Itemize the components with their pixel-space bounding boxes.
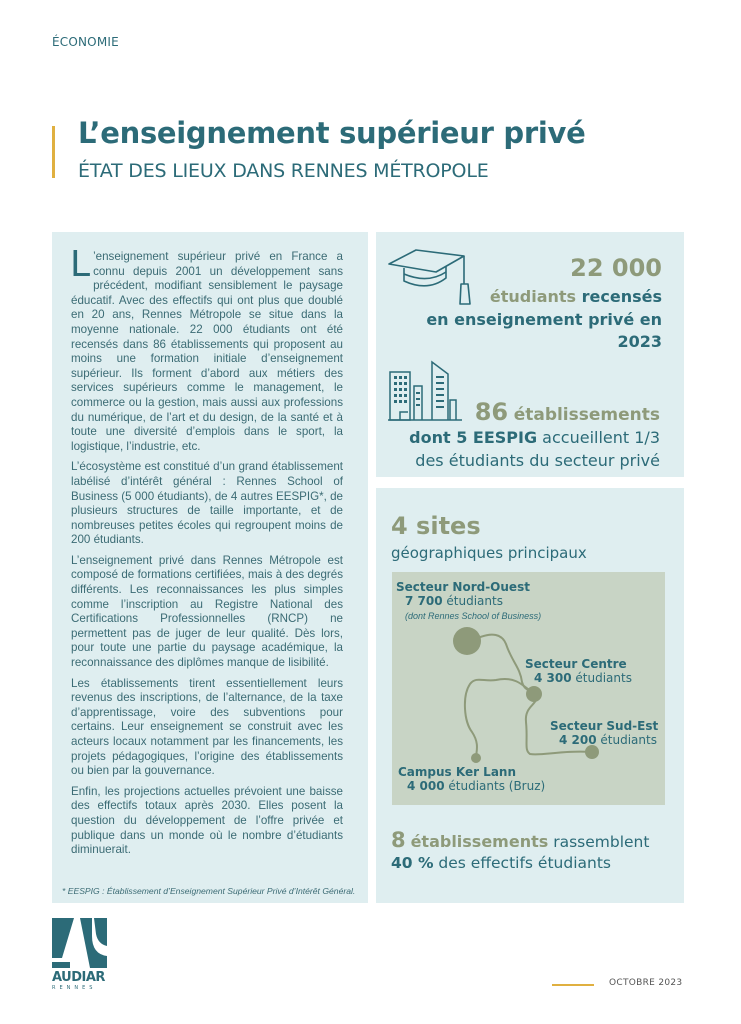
sites-count: 4 sites [391, 512, 481, 540]
site-label-centre: Secteur Centre 4 300 étudiants [525, 657, 632, 685]
site-marker-nord-ouest [453, 627, 481, 655]
concentration-line-2: 40 % des effectifs étudiants [391, 854, 611, 872]
paragraph: Enfin, les projections actuelles prévoient une baisse des effectifs totaux après 2030. Elles posent la question du développement de l’offre privée et publique dans un monde où le nombre d’étudiants diminuerait. [71, 784, 343, 857]
route-centre-kerlann [465, 679, 534, 758]
paragraph: L’écosystème est constitué d’un grand établissement labélisé d’intérêt général : Rennes School of Business (5 000 étudiants), de 4 autres EESPIG*, de plusieurs structures de taille importante, et de nombreuses petites écoles qui regroupent moins de 200 étudiants. [71, 460, 343, 547]
students-line-1: étudiants recensés [489, 287, 662, 306]
audiar-logo [52, 918, 107, 990]
establishments-line-2: dont 5 EESPIG accueillent 1/3 [409, 428, 660, 447]
site-label-ker-lann: Campus Ker Lann 4 000 étudiants (Bruz) [398, 765, 546, 793]
footer-accent-line [552, 984, 594, 986]
students-year: 2023 [617, 332, 662, 351]
page-title: L’enseignement supérieur privé [78, 116, 586, 150]
site-marker-ker-lann [471, 753, 481, 763]
concentration-line-1: 8 établissements rassemblent [391, 828, 650, 852]
establishments-line-3: des étudiants du secteur privé [415, 451, 660, 470]
establishments-line-1: 86 établissements [474, 398, 660, 426]
audiar-logo-mark [52, 918, 107, 968]
article-panel [52, 232, 368, 903]
sites-label: géographiques principaux [391, 544, 587, 562]
article-body [70, 244, 343, 864]
sites-panel [376, 488, 684, 903]
logo-text: AUDIAR [52, 970, 105, 985]
paragraph: L ’enseignement supérieur privé en France a connu depuis 2001 un développement sans précédent, modifiant sensiblement le paysage éducatif. Avec des effectifs qui ont plus que doublé en 20 ans, Rennes Métropole se situe dans la moyenne nationale. 22 000 étudiants ont été recensés dans 86 établissements qui proposent au moins une formation initiale d’enseignement supérieur. Ils forment d’abord aux métiers des services supérieurs comme le management, le commerce ou la gestion, mais aussi aux professions du numérique, de l’art et du design, de la santé et à toute une diversité d’emplois dans le sport, la logistique, l’industrie, etc. [70, 244, 343, 453]
site-marker-sud-est [585, 745, 599, 759]
paragraph: Les établissements tirent essentiellement leurs revenus des inscriptions, de l’alternance, de la taxe d’apprentissage, voire des subventions pour certains. Leur enseignement se construit avec les acteurs locaux notamment par les financements, les projets pédagogiques, l’origine des établissements ou bien par la gouvernance. [71, 676, 343, 778]
publication-date: OCTOBRE 2023 [609, 978, 683, 988]
graduation-cap-icon [386, 246, 476, 308]
section-label: ÉCONOMIE [52, 35, 119, 49]
title-accent-bar [52, 126, 55, 178]
drop-cap: L [70, 244, 91, 285]
logo-subtext: RENNES [52, 985, 97, 991]
site-label-nord-ouest: Secteur Nord-Ouest 7 700 étudiants (dont Rennes School of Business) [396, 580, 542, 621]
students-count: 22 000 [570, 254, 662, 282]
paragraph: L’enseignement privé dans Rennes Métropole est composé de formations certifiées, mais à des degrés différents. Les reconnaissances les plus simples comme l’inscription au Registre National des Certifications Professionnelles (RNCP) ne permettent pas de juger de leur qualité. Dès lors, pour toute une partie du paysage académique, la reconnaissance des diplômes manque de lisibilité. [71, 553, 343, 670]
buildings-icon [388, 360, 464, 422]
page-subtitle: ÉTAT DES LIEUX DANS RENNES MÉTROPOLE [78, 160, 489, 182]
footnote: * EESPIG : Établissement d’Enseignement Supérieur Privé d’Intérêt Général. [62, 886, 356, 896]
site-label-sud-est: Secteur Sud-Est 4 200 étudiants [550, 719, 659, 747]
key-figures-panel [376, 232, 684, 477]
site-marker-centre [526, 686, 542, 702]
sites-map [392, 572, 665, 805]
students-line-2: en enseignement privé en [426, 310, 662, 329]
